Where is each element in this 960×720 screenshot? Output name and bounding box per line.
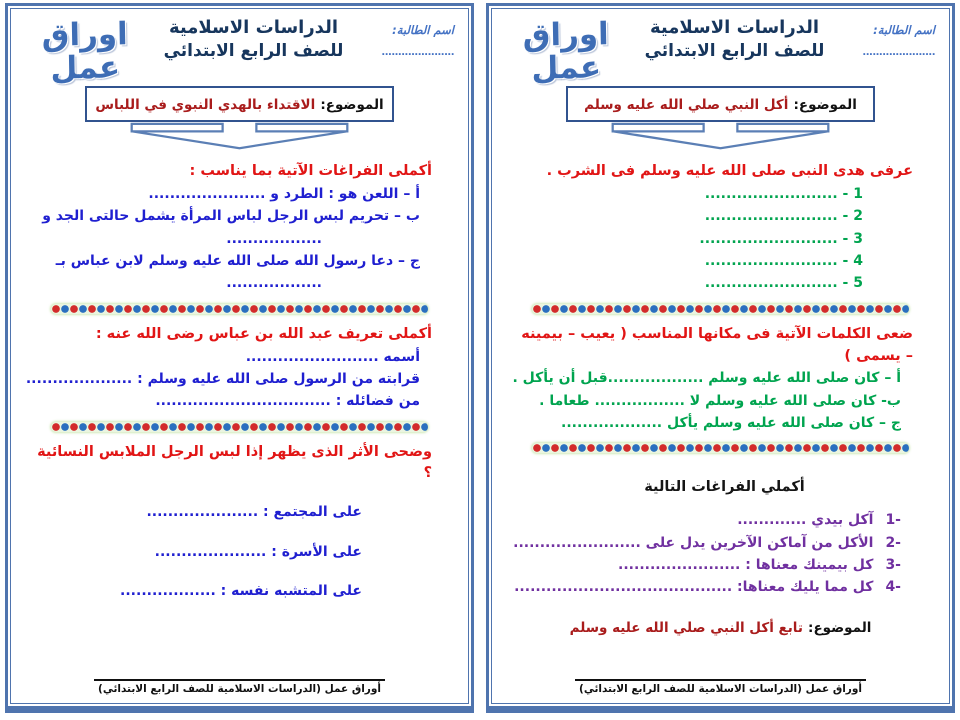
topic-box (85, 86, 394, 122)
worksheet-line (506, 554, 935, 576)
course-title-line1: الدراسات الاسلامية (649, 17, 820, 38)
section-word-placement (506, 324, 935, 435)
worksheet-page-right (486, 3, 955, 713)
worksheet-line: ب- كان صلى الله عليه وسلم لا ................. طعاما . (539, 392, 901, 409)
page-footer (25, 679, 454, 697)
page-footer (506, 679, 935, 697)
section-fill-blanks (25, 161, 454, 295)
list-number: 4- (885, 579, 901, 596)
student-name-label: اسم الطالبة: (873, 23, 935, 37)
section-heading: ضعى الكلمات الآتية فى مكانها المناسب ( يعيب – بيمينه – يسمى ) (521, 325, 913, 364)
worksheet-blank-line: .................. (226, 230, 322, 247)
worksheet-blank-line: 4 - ......................... (704, 253, 863, 270)
subtopic-title: تابع أكل النبي صلي الله عليه وسلم (569, 619, 803, 636)
topic-title: الاقتداء بالهدي النبوي في اللباس (95, 97, 316, 114)
dotted-divider (532, 443, 910, 453)
list-text: الأكل من آماكن الآخرين يدل على ........................ (513, 534, 874, 551)
student-name-label: اسم الطالبة: (392, 23, 454, 37)
worksheet-line: ج – كان صلى الله عليه وسلم يأكل ................... (561, 415, 901, 432)
worksheet-line: ب – تحريم لبس الرجل لباس المرأة يشمل حالتى الجد و (42, 208, 420, 225)
footer-text: أوراق عمل (الدراسات الاسلامية للصف الرابع الابتدائي) (579, 683, 862, 695)
worksheet-blank-line: 2 - ......................... (704, 208, 863, 225)
student-name-block (362, 17, 454, 58)
course-title (626, 17, 843, 61)
page-header (25, 16, 454, 87)
topic-label: الموضوع: (320, 97, 384, 114)
worksheet-line: قرابته من الرسول صلى الله عليه وسلم : .................... (25, 370, 420, 387)
course-title (145, 17, 362, 61)
list-number: 3- (885, 557, 901, 573)
subtopic-line (506, 617, 935, 636)
worksheet-line: ج – دعا رسول الله صلى الله عليه وسلم لابن عباس بـ (55, 253, 420, 270)
list-text: كل بيمينك معناها : ....................... (618, 557, 874, 573)
list-text: آكل بيدي ............. (737, 512, 874, 529)
student-name-block (843, 17, 935, 58)
course-title-line2: للصف الرابع الابتدائي (644, 41, 825, 61)
section-complete-blanks (506, 477, 935, 598)
dotted-divider (51, 422, 429, 432)
worksheet-line (506, 576, 935, 598)
worksheet-line: على المتشبه نفسه : .................. (120, 583, 362, 599)
dotted-divider (51, 304, 429, 314)
down-arrow-icon (122, 121, 357, 151)
worksheet-blank-line: .................. (226, 275, 322, 292)
worksheet-blank-line: 3 - .......................... (699, 230, 863, 247)
course-title-line2: للصف الرابع الابتدائي (163, 41, 344, 61)
worksheet-line: على المجتمع : ..................... (146, 504, 362, 521)
topic-title: أكل النبي صلي الله عليه وسلم (584, 97, 789, 114)
list-text: كل مما يليك معناها: ......................................... (514, 579, 874, 596)
section-heading: وضحى الأثر الذى يظهر إذا لبس الرجل الملابس النسائية ؟ (37, 443, 432, 482)
course-title-line1: الدراسات الاسلامية (168, 17, 339, 38)
brand-logo: اوراق عمل (41, 16, 129, 87)
footer-text: أوراق عمل (الدراسات الاسلامية للصف الرابع الابتدائي) (98, 683, 381, 695)
list-number: 1- (885, 512, 901, 529)
page-header (506, 16, 935, 87)
topic-block (25, 86, 454, 151)
student-name-blank: ...................... (862, 47, 935, 58)
worksheet-line: أ – اللعن هو : الطرد و ...................... (148, 185, 420, 202)
topic-box (566, 86, 875, 122)
subtopic-label: الموضوع: (808, 619, 872, 636)
worksheet-line: أسمه ......................... (245, 348, 420, 365)
section-definition (25, 324, 454, 413)
dotted-divider (532, 304, 910, 314)
worksheet-line (506, 532, 935, 554)
section-heading: عرفى هدى النبى صلى الله عليه وسلم فى الشرب . (546, 163, 913, 180)
worksheet-page-left (5, 3, 474, 713)
brand-logo: اوراق عمل (522, 16, 610, 87)
worksheet-line (506, 509, 935, 531)
worksheet-line: على الأسرة : ..................... (154, 543, 362, 560)
section-heading: أكملى الفراغات الآتية بما يناسب : (189, 163, 432, 180)
student-name-blank: ...................... (381, 47, 454, 58)
section-drinking-guidance (506, 161, 935, 295)
worksheet-blank-line: 1 - ......................... (704, 185, 863, 202)
worksheet-blank-line: 5 - ......................... (704, 275, 863, 292)
worksheet-line: من فضائله : ................................. (155, 393, 420, 410)
section-heading: أكملي الفراغات التالية (644, 479, 805, 496)
topic-block (506, 86, 935, 151)
section-explain-effect (25, 442, 454, 620)
down-arrow-icon (603, 121, 838, 151)
worksheet-line: أ – كان صلى الله عليه وسلم ..................قبل أن يأكل . (512, 370, 901, 387)
footer-rule (94, 679, 386, 681)
topic-label: الموضوع: (793, 97, 857, 114)
section-heading: أكملى تعريف عبد الله بن عباس رضى الله عنه : (95, 325, 432, 342)
list-number: 2- (885, 534, 901, 551)
footer-rule (575, 679, 867, 681)
